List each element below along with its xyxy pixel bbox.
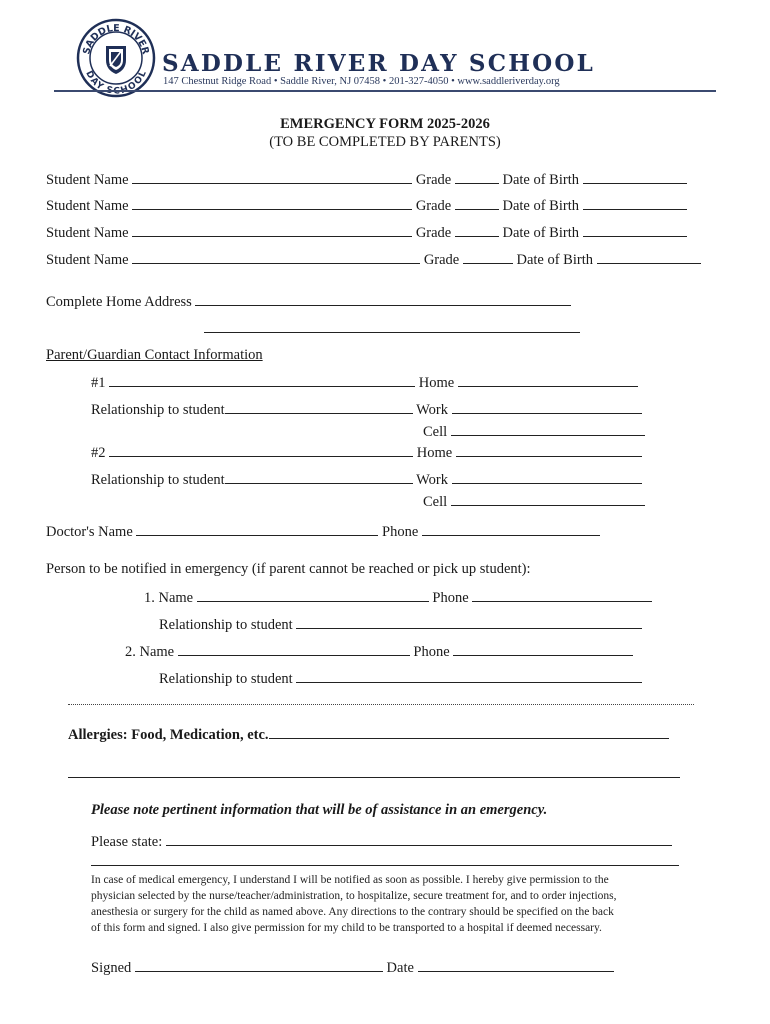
consent-line: In case of medical emergency, I understand I will be notified as soon as possible. I hereby give permission to the <box>91 874 609 886</box>
student-row-4 <box>46 251 701 268</box>
guardian-2-row <box>91 444 642 461</box>
student-row-2 <box>46 197 687 214</box>
guardian-1-row <box>91 374 638 391</box>
dob-field[interactable] <box>583 224 687 237</box>
grade-label: Grade <box>415 172 452 188</box>
home-address-field[interactable] <box>195 293 571 306</box>
guardian-2-home-field[interactable] <box>456 444 642 457</box>
guardian-2-relationship-row <box>91 471 642 488</box>
grade-label: Grade <box>415 225 452 241</box>
date-field[interactable] <box>418 959 614 972</box>
grade-field[interactable] <box>455 197 499 210</box>
signed-label: Signed <box>91 960 132 976</box>
dob-label: Date of Birth <box>502 172 579 188</box>
home-address-field-2[interactable] <box>204 320 580 333</box>
grade-label: Grade <box>415 198 452 214</box>
consent-paragraph <box>91 872 691 936</box>
signature-row <box>91 959 614 976</box>
consent-line: of this form and signed. I also give permission for my child to be transported to a hospital if deemed necessary. <box>91 922 602 934</box>
student-name-label: Student Name <box>46 225 129 241</box>
seal-top-text: SADDLE RIVER <box>81 22 151 56</box>
relationship-label: Relationship to student <box>91 472 225 488</box>
form-title: EMERGENCY FORM 2025-2026 <box>280 116 490 132</box>
school-seal-logo <box>76 18 156 98</box>
school-name: SADDLE RIVER DAY SCHOOL <box>162 50 595 77</box>
school-address: 147 Chestnut Ridge Road • Saddle River, NJ 07458 • 201-327-4050 • www.saddleriverday.org <box>163 76 560 87</box>
student-name-label: Student Name <box>46 198 129 214</box>
consent-line: anesthesia or surgery for the child as named above. Any directions to the contrary should be specified on the back <box>91 906 614 918</box>
guardian-1-home-field[interactable] <box>458 374 638 387</box>
grade-field[interactable] <box>455 171 499 184</box>
allergies-label: Allergies: Food, Medication, etc. <box>68 727 269 743</box>
home-address-row-2 <box>204 320 580 337</box>
seal-bottom-text: DAY SCHOOL <box>83 69 149 97</box>
student-name-label: Student Name <box>46 172 129 188</box>
student-name-field[interactable] <box>132 171 412 184</box>
guardian-2-relationship-field[interactable] <box>225 471 413 484</box>
dob-label: Date of Birth <box>502 225 579 241</box>
guardian-1-cell-field[interactable] <box>451 423 645 436</box>
allergies-field[interactable] <box>269 726 669 739</box>
student-name-label: Student Name <box>46 252 129 268</box>
doctor-name-label: Doctor's Name <box>46 524 133 540</box>
dotted-divider <box>68 704 694 705</box>
emergency-contact-1-row <box>144 589 652 606</box>
signature-field[interactable] <box>135 959 383 972</box>
emergency-contact-2-phone-field[interactable] <box>453 643 633 656</box>
student-name-field[interactable] <box>132 251 420 264</box>
emergency-contact-2-relationship-field[interactable] <box>296 670 642 683</box>
emergency-contact-1-label: 1. Name <box>144 590 194 606</box>
dob-label: Date of Birth <box>516 252 593 268</box>
guardian-2-label: #2 <box>91 445 106 461</box>
emergency-contact-1-relationship-field[interactable] <box>296 616 642 629</box>
home-address-row <box>46 293 571 310</box>
doctor-row <box>46 523 600 540</box>
student-name-field[interactable] <box>132 224 412 237</box>
emergency-contact-1-phone-field[interactable] <box>472 589 652 602</box>
guardian-2-name-field[interactable] <box>109 444 413 457</box>
relationship-label: Relationship to student <box>91 402 225 418</box>
allergies-row <box>68 726 669 743</box>
dob-field[interactable] <box>583 171 687 184</box>
work-phone-label: Work <box>416 472 448 488</box>
emergency-relationship-label: Relationship to student <box>159 671 293 687</box>
grade-label: Grade <box>423 252 460 268</box>
emergency-contact-2-row <box>125 643 633 660</box>
doctor-phone-field[interactable] <box>422 523 600 536</box>
please-state-row <box>91 833 672 850</box>
doctor-name-field[interactable] <box>136 523 378 536</box>
guardian-heading: Parent/Guardian Contact Information <box>46 347 263 363</box>
home-address-label: Complete Home Address <box>46 294 192 310</box>
pertinent-info-note: Please note pertinent information that will be of assistance in an emergency. <box>91 802 548 818</box>
work-phone-label: Work <box>416 402 448 418</box>
doctor-phone-label: Phone <box>382 524 419 540</box>
guardian-1-relationship-row <box>91 401 642 418</box>
please-state-label: Please state: <box>91 834 163 850</box>
guardian-1-label: #1 <box>91 375 106 391</box>
guardian-1-name-field[interactable] <box>109 374 415 387</box>
header-rule <box>54 90 716 92</box>
home-phone-label: Home <box>418 375 455 391</box>
date-label: Date <box>386 960 414 976</box>
grade-field[interactable] <box>455 224 499 237</box>
emergency-relationship-label: Relationship to student <box>159 617 293 633</box>
emergency-contact-2-relationship-row <box>159 670 642 687</box>
emergency-phone-label: Phone <box>432 590 469 606</box>
emergency-phone-label: Phone <box>413 644 450 660</box>
guardian-1-relationship-field[interactable] <box>225 401 413 414</box>
please-state-field[interactable] <box>166 833 672 846</box>
dob-field[interactable] <box>583 197 687 210</box>
cell-phone-label: Cell <box>423 494 448 510</box>
guardian-1-work-field[interactable] <box>452 401 642 414</box>
allergies-field-2[interactable] <box>68 777 680 778</box>
dob-field[interactable] <box>597 251 701 264</box>
emergency-contact-2-name-field[interactable] <box>178 643 410 656</box>
consent-line: physician selected by the nurse/teacher/administration, to hospitalize, secure treatment for, and to order injections, <box>91 890 617 902</box>
home-phone-label: Home <box>416 445 453 461</box>
form-subtitle: (TO BE COMPLETED BY PARENTS) <box>269 134 501 150</box>
emergency-intro: Person to be notified in emergency (if parent cannot be reached or pick up student): <box>46 561 531 577</box>
guardian-2-work-field[interactable] <box>452 471 642 484</box>
guardian-2-cell-field[interactable] <box>451 493 645 506</box>
please-state-field-2[interactable] <box>91 865 679 866</box>
grade-field[interactable] <box>463 251 513 264</box>
emergency-contact-2-label: 2. Name <box>125 644 175 660</box>
guardian-1-cell-row <box>423 423 645 440</box>
student-row-1 <box>46 171 687 188</box>
student-row-3 <box>46 224 687 241</box>
guardian-2-cell-row <box>423 493 645 510</box>
emergency-contact-1-name-field[interactable] <box>197 589 429 602</box>
emergency-contact-1-relationship-row <box>159 616 642 633</box>
cell-phone-label: Cell <box>423 424 448 440</box>
dob-label: Date of Birth <box>502 198 579 214</box>
student-name-field[interactable] <box>132 197 412 210</box>
